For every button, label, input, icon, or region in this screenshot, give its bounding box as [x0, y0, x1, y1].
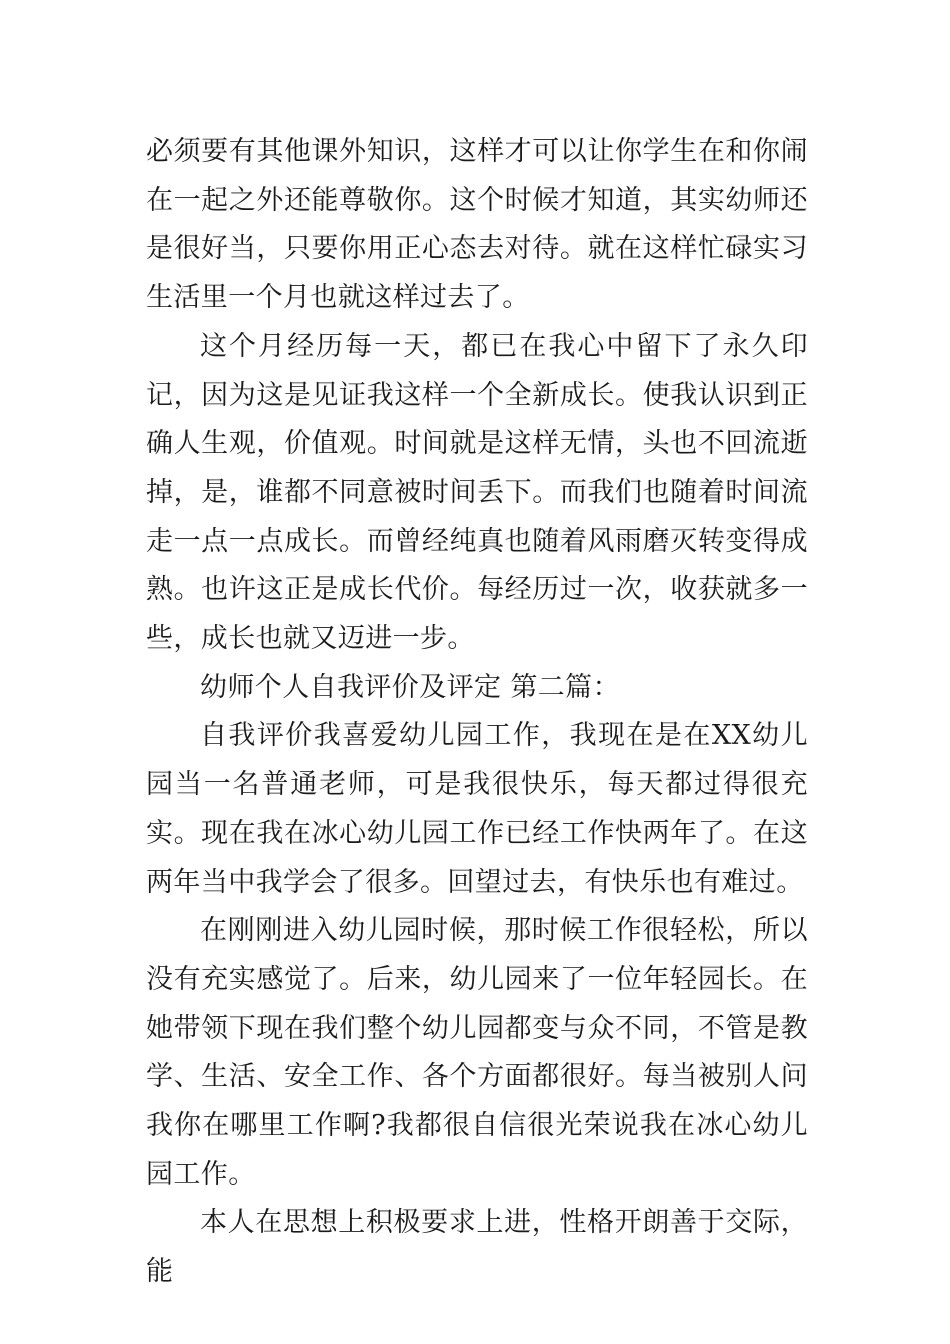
paragraph-self-evaluation: 自我评价我喜爱幼儿园工作，我现在是在XX幼儿园当一名普通老师，可是我很快乐，每天都过得很充实。现在我在冰心幼儿园工作已经工作快两年了。在这两年当中我学会了很多。回望过去，有快乐也有难过。	[146, 720, 808, 898]
paragraph-personal: 本人在思想上积极要求上进，性格开朗善于交际，能	[146, 1207, 808, 1288]
section-heading: 幼师个人自我评价及评定 第二篇：	[200, 671, 620, 703]
document-body	[146, 128, 808, 1297]
paragraph-continued: 必须要有其他课外知识，这样才可以让你学生在和你闹在一起之外还能尊敬你。这个时候才知道，其实幼师还是很好当，只要你用正心态去对待。就在这样忙碌实习生活里一个月也就这样过去了。	[146, 136, 808, 314]
paragraph-month-experience: 这个月经历每一天，都已在我心中留下了永久印记，因为这是见证我这样一个全新成长。使我认识到正确人生观，价值观。时间就是这样无情，头也不回流逝掉，是，谁都不同意被时间丢下。而我们也随着时间流走一点一点成长。而曾经纯真也随着风雨磨灭转变得成熟。也许这正是成长代价。每经历过一次，收获就多一些，成长也就又迈进一步。	[146, 330, 808, 655]
paragraph-kindergarten: 在刚刚进入幼儿园时候，那时候工作很轻松，所以没有充实感觉了。后来，幼儿园来了一位年轻园长。在她带领下现在我们整个幼儿园都变与众不同，不管是教学、生活、安全工作、各个方面都很好。每当被别人问我你在哪里工作啊?我都很自信很光荣说我在冰心幼儿园工作。	[146, 915, 808, 1190]
